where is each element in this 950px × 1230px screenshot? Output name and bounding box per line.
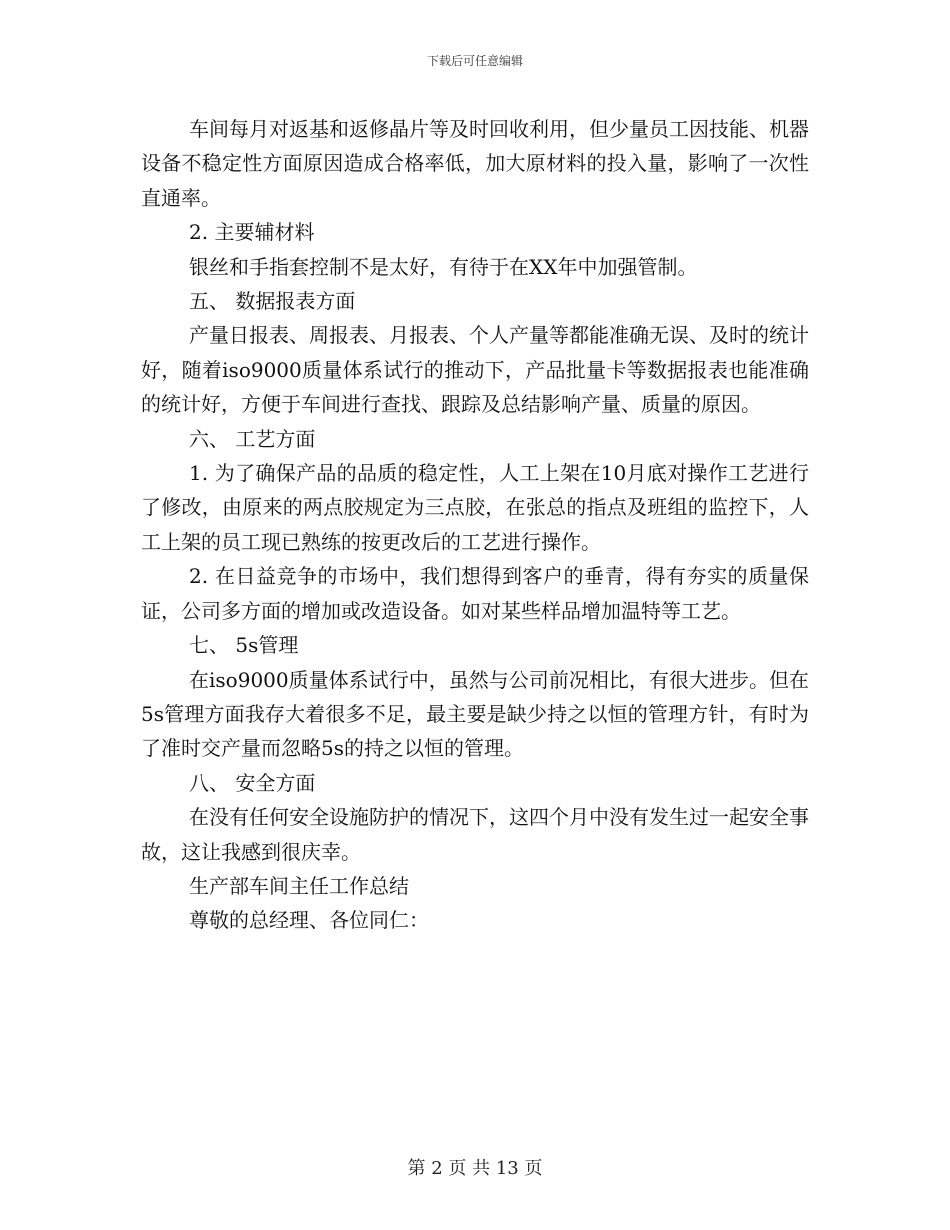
section-heading-safety: 八、 安全方面 bbox=[189, 770, 316, 795]
paragraph-process-2: 2. 在日益竞争的市场中，我们想得到客户的垂青，得有夯实的质量保证，公司多方面的增加或改造设备。如对某些样品增加温特等工艺。 bbox=[141, 564, 809, 623]
paragraph-recycling: 车间每月对返基和返修晶片等及时回收利用，但少量员工因技能、机器设备不稳定性方面原因造成合格率低，加大原材料的投入量，影响了一次性直通率。 bbox=[141, 117, 809, 210]
page-header-note: 下载后可任意编辑 bbox=[426, 54, 523, 68]
section-heading-5s: 七、 5s管理 bbox=[189, 633, 299, 658]
section-heading-data-reports: 五、 数据报表方面 bbox=[189, 289, 356, 314]
paragraph-data-reports: 产量日报表、周报表、月报表、个人产量等都能准确无误、及时的统计好，随着iso9000质量体系试行的推动下，产品批量卡等数据报表也能准确的统计好，方便于车间进行查找、跟踪及总结影响产量、质量的原因。 bbox=[141, 323, 809, 417]
section-heading-process: 六、 工艺方面 bbox=[189, 426, 316, 451]
paragraph-process-1: 1. 为了确保产品的品质的稳定性，人工上架在10月底对操作工艺进行了修改，由原来的两点胶规定为三点胶，在张总的指点及班组的监控下，人工上架的员工现已熟练的按更改后的工艺进行操作。 bbox=[141, 461, 809, 554]
document-title: 生产部车间主任工作总结 bbox=[189, 873, 409, 898]
heading-auxiliary-materials: 2. 主要辅材料 bbox=[189, 220, 315, 245]
document-body bbox=[141, 112, 809, 938]
paragraph-silver-wire: 银丝和手指套控制不是太好，有待于在XX年中加强管制。 bbox=[189, 254, 698, 279]
paragraph-safety: 在没有任何安全设施防护的情况下，这四个月中没有发生过一起安全事故，这让我感到很庆幸。 bbox=[141, 805, 809, 864]
page-number: 第 2 页 共 13 页 bbox=[407, 1158, 543, 1179]
paragraph-5s: 在iso9000质量体系试行中，虽然与公司前况相比，有很大进步。但在5s管理方面我存大着很多不足，最主要是缺少持之以恒的管理方针，有时为了准时交产量而忽略5s的持之以恒的管理。 bbox=[141, 667, 809, 761]
salutation: 尊敬的总经理、各位同仁： bbox=[189, 908, 429, 933]
